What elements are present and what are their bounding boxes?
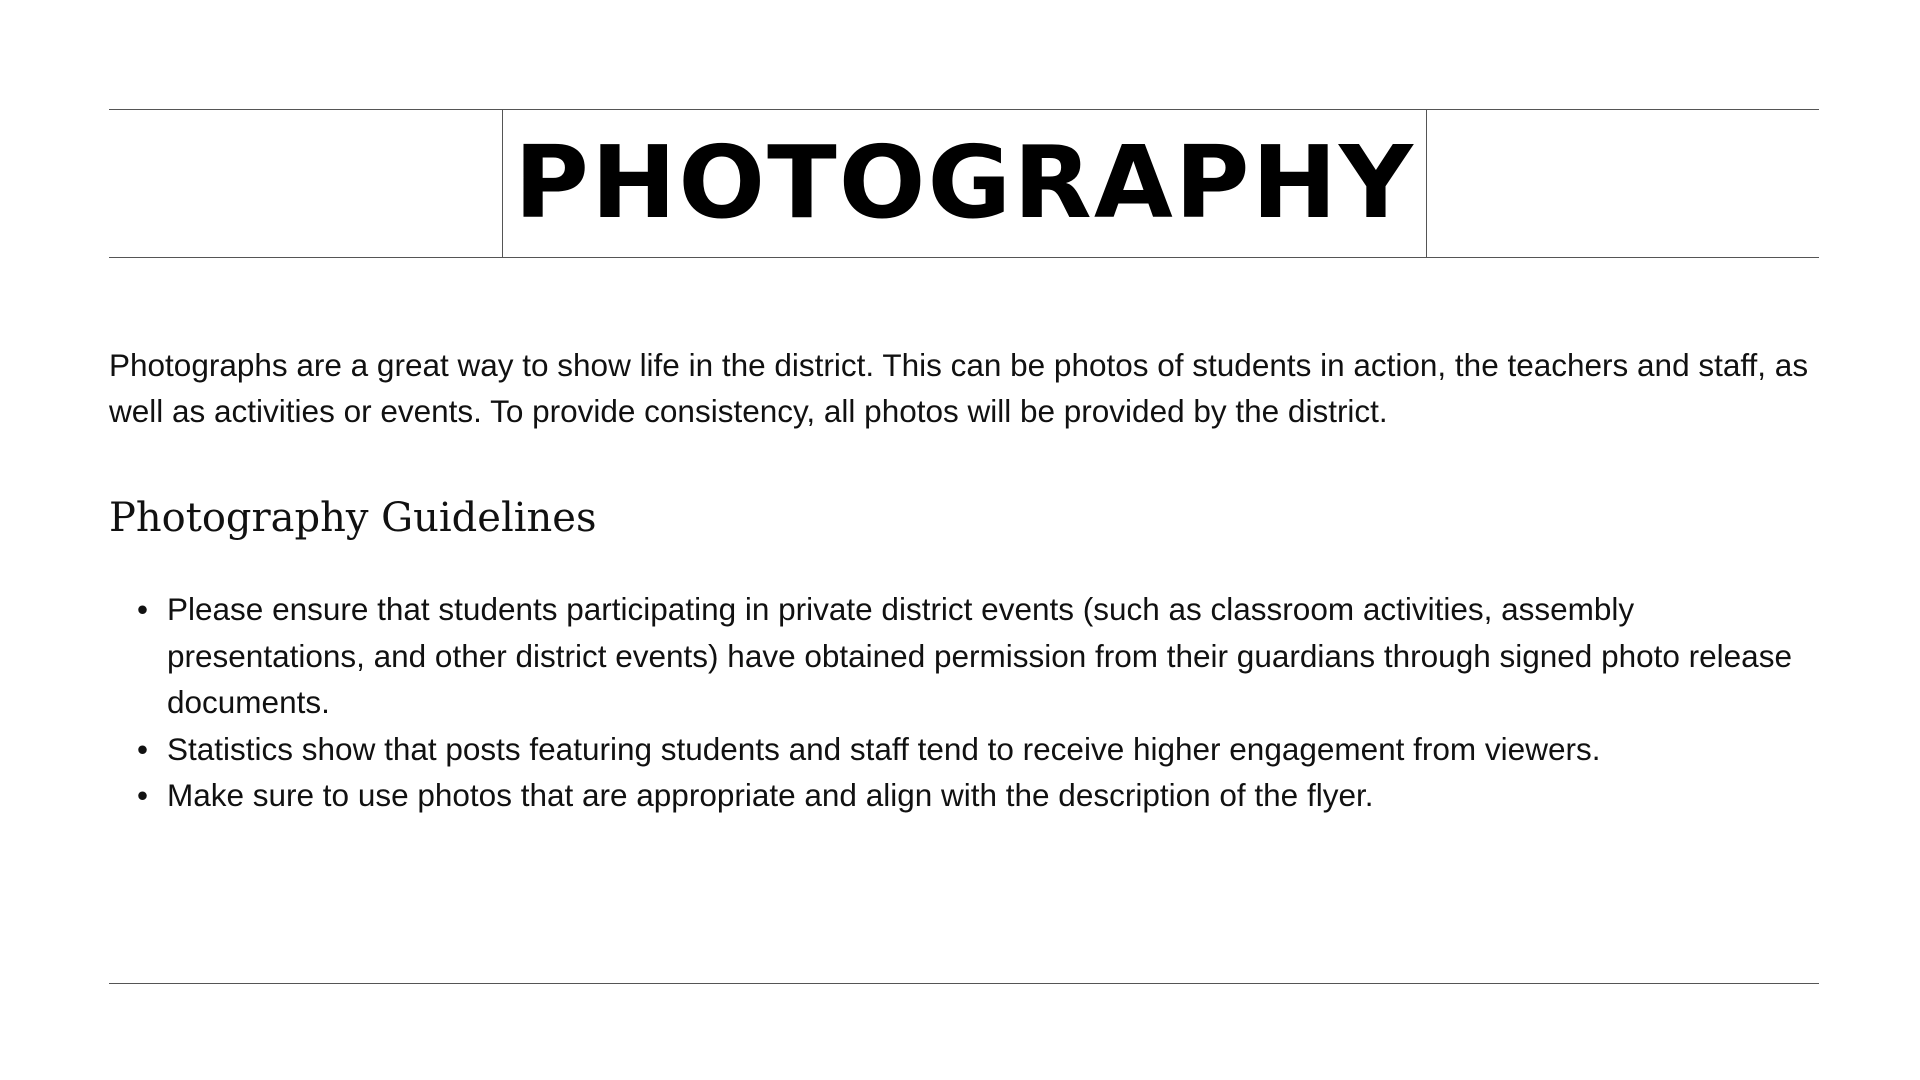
guidelines-list	[109, 586, 1829, 819]
list-item	[137, 586, 1829, 726]
bullet-icon: •	[137, 730, 149, 767]
footer-rule	[109, 983, 1819, 984]
bullet-icon: •	[137, 591, 149, 627]
list-item	[137, 726, 1829, 773]
guidelines-heading: Photography Guidelines	[109, 495, 597, 541]
page-title: PHOTOGRAPHY	[514, 124, 1415, 241]
list-item-text: Statistics show that posts featuring students and staff tend to receive higher engagement from viewers.	[167, 730, 1601, 767]
list-item-text: Please ensure that students participating in private district events (such as classroom activities, assembly presentations, and other district events) have obtained permission from their guardians through signed photo release documents.	[167, 591, 1792, 720]
title-box	[502, 109, 1427, 257]
list-item	[137, 772, 1829, 819]
list-item-text: Make sure to use photos that are appropriate and align with the description of the flyer.	[167, 777, 1374, 813]
bullet-icon: •	[137, 777, 149, 813]
header-bottom-rule	[109, 257, 1819, 258]
intro-paragraph: Photographs are a great way to show life in the district. This can be photos of students in action, the teachers and staff, as well as activities or events. To provide consistency, all photos will be provided by the district.	[109, 347, 1809, 429]
